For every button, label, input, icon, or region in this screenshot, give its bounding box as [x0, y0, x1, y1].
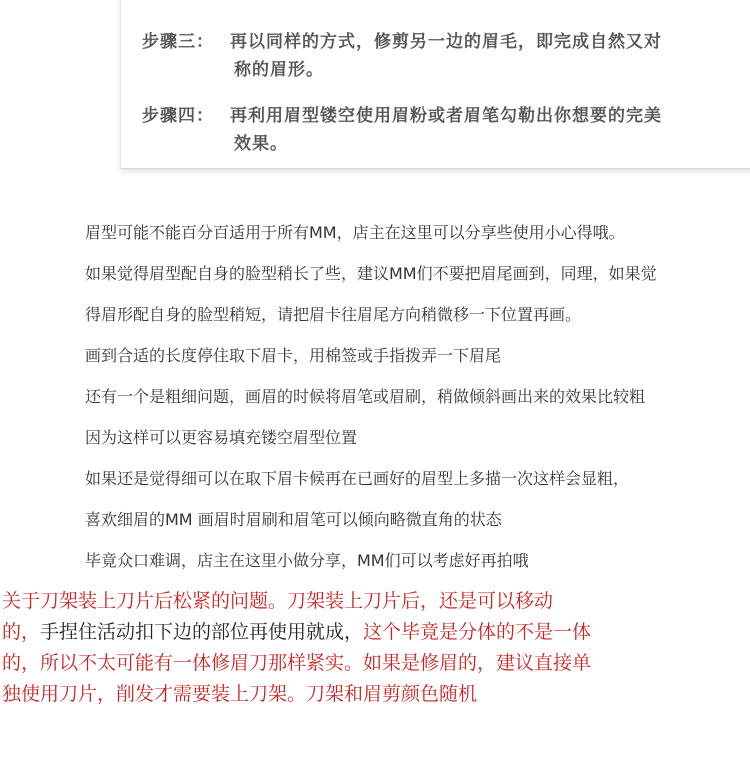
tip-line: 如果还是觉得细可以在取下眉卡候再在已画好的眉型上多描一次这样会显粗，	[85, 469, 630, 488]
notice-line-2	[2, 617, 750, 648]
step-three-label: 步骤三：	[142, 32, 214, 52]
notice-line-4: 独使用刀片，削发才需要装上刀架。刀架和眉剪颜色随机	[2, 683, 478, 705]
tip-line: 毕竟众口难调，店主在这里小做分享，MM们可以考虑好再拍哦	[85, 551, 529, 570]
notice-line-1: 关于刀架装上刀片后松紧的问题。刀架装上刀片后，还是可以移动	[2, 590, 554, 612]
notice-line-2-end: 这个毕竟是分体的不是一体	[363, 621, 592, 643]
step-three-text-line1: 再以同样的方式，修剪另一边的眉毛，即完成自然又对	[230, 32, 662, 52]
tip-line: 喜欢细眉的MM 画眉时眉刷和眉笔可以倾向略微直角的状态	[85, 510, 502, 529]
tip-line: 因为这样可以更容易填充镂空眉型位置	[85, 428, 358, 447]
notice-paragraph	[2, 586, 750, 710]
notice-line-2-start: 的，	[2, 621, 41, 643]
step-three	[142, 28, 750, 84]
notice-line-2-highlight: 手捏住活动扣下边的部位再使用就成，	[40, 621, 364, 643]
step-four	[142, 102, 750, 158]
step-four-label: 步骤四：	[142, 106, 214, 126]
notice-line-3: 的，所以不太可能有一体修眉刀那样紧实。如果是修眉的，建议直接单	[2, 652, 592, 674]
step-three-text-line2: 称的眉形。	[234, 60, 324, 80]
tips-paragraph	[85, 218, 750, 587]
step-four-text-line2: 效果。	[234, 134, 288, 154]
tip-line: 还有一个是粗细问题，画眉的时候将眉笔或眉刷，稍做倾斜画出来的效果比较粗	[85, 387, 646, 406]
step-four-text-line1: 再利用眉型镂空使用眉粉或者眉笔勾勒出你想要的完美	[230, 106, 662, 126]
tip-line: 得眉形配自身的脸型稍短，请把眉卡往眉尾方向稍微移一下位置再画。	[85, 305, 582, 324]
tip-line: 眉型可能不能百分百适用于所有MM，店主在这里可以分享些使用小心得哦。	[85, 223, 625, 242]
tip-line: 如果觉得眉型配自身的脸型稍长了些，建议MM们不要把眉尾画到，同理，如果觉	[85, 264, 657, 283]
tip-line: 画到合适的长度停住取下眉卡，用棉签或手指拨弄一下眉尾	[85, 346, 502, 365]
